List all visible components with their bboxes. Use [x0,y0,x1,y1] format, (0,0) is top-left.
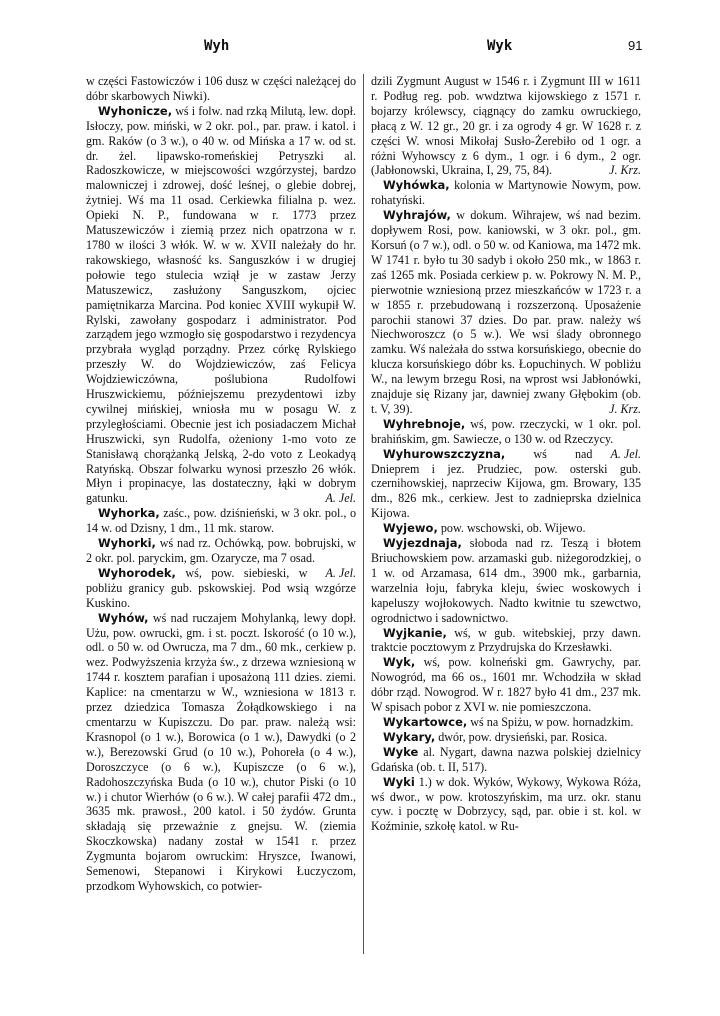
entry-text: dzili Zygmunt August w 1546 r. i Zygmunt III w 1611 r. Podług reg. pob. wwdztwa kijowskiego z 1571 r. bojarzy królewscy, ciągnący do zamku owruckiego, płacą z W. 12 gr., 20 gr. i za ogrody 4 gr. W 1628 r. z części W. wnosi Mikołaj Susło-Żerebiło od 1 ogr. a różni Wyhowscy z 6 dym., 1 ogr. i 6 dym., 2 ogr. (Jabłonowski, Ukraina, I, 29, 75, 84). [371,74,641,178]
entry-paragraph [371,208,641,417]
entry-paragraph [86,611,356,894]
entry-paragraph [86,104,356,506]
entry-author-signature: J. Krz. [609,163,641,178]
entry-author-signature: A. Jel. [610,446,641,461]
entry-paragraph [371,178,641,208]
entry-author-signature: J. Krz. [609,401,641,416]
entry-paragraph [86,506,356,536]
entry-headword: Wyjezdnaja, [383,536,462,551]
entry-text: wś nad rz. Ochówką, pow. bobrujski, w 2 okr. pol. paryckim, gm. Ozarycze, ma 7 osad. [86,536,356,565]
entry-text: al. Nygart, dawna nazwa polskiej dzielnicy Gdańska (ob. t. II, 517). [371,744,641,774]
entry-headword: Wyki [383,774,415,789]
entry-headword: Wykartowce, [383,714,468,729]
entry-text: dwór, pow. drysieński, par. Rosica. [435,729,608,744]
entry-text: słoboda nad rz. Teszą i błotem Briuchowskiem pow. arzamaski gub. niżegorodzkiej, o 1 w. od Arzamasa, 614 dm., 3900 mk., garbarnia, warzelnia łoju, fabryka kleju, świec woskowych i kapeluszy wojłokowych. Nadto kwitnie tu szewctwo, ogrodnictwo i sadownictwo. [371,536,641,625]
entry-text: wś, w gub. witebskiej, przy dawn. traktcie pocztowym z Przydrujska do Krzesławki. [371,625,641,655]
right-column [371,74,641,954]
entry-paragraph [371,626,641,656]
entry-paragraph [86,74,356,104]
entry-text: wś nad Dnieprem i jez. Prudziec, pow. osterski gub. czernihowskiej, naprzeciw Kijowa, gm. Browary, 135 dm., 826 mk., cerkiew. Jest to zadnieprska dzielnica Kijowa. [371,446,641,521]
entry-text: wś na Spiżu, w pow. hornadzkim. [467,714,634,729]
entry-text: w dokum. Wihrajew, wś nad bezim. dopływem Rosi, pow. kaniowski, w 3 okr. pol., gm. Korsuń (o 7 w.), odl. o 50 w. od Kaniowa, ma 1472 mk. W 1741 r. było tu 30 sadyb i około 250 mk., w 1863 r. zaś 1265 mk. Posiada cerkiew p. w. Pokrowy N. M. P., pierwotnie wzniesioną przez mieszkańców w 1723 r. a w 1855 r. przebudowaną i rozszerzoną. Uposażenie parochii stanowi 37 dzies. Do par. praw. należy wś Niechworoszcz (o 5 w.). We wsi ślady obronnego zamku. Wś należała do sstwa korsuńskiego, obecnie do klucza korsuńskiego dóbr ks. Łopuchinych. W pobliżu W., na lewym brzegu Rosi, na wprost wsi Jabłonówki, znajduje się Rizany jar, dawniej zwany Głębokim (ob. t. V, 39). [371,208,641,416]
header-right-catchword: Wyk [487,38,513,54]
entry-text: 1.) w dok. Wyków, Wykowy, Wykowa Róża, wś dwor., w pow. krotoszyńskim, ma urz. okr. stanu cyw. i pocztę w Dobrzycy, sąd, par. obie i st. kol. w Koźminie, szkołę katol. w Ru- [371,774,641,834]
entry-headword: Wyk, [383,655,416,670]
entry-headword: Wyjkanie, [383,625,447,640]
entry-headword: Wyhorodek, [98,565,176,580]
entry-paragraph [371,745,641,775]
header-left-catchword: Wyh [204,38,230,54]
entry-text: wś nad ruczajem Mohylanką, lewy dopł. Użu, pow. owrucki, gm. i st. poczt. Iskorość (o 10 w.), odl. o 50 w. od Owrucza, ma 7 dm., 60 mk., cerkiew p. wez. Podwyższenia krzyża św., z drzewa wzniesioną w 1744 r. kosztem parafian i uposażoną 111 dzies. ziemi. Kaplice: na cmentarzu w W., wzniesiona w 1813 r. przez dziedzica Tomasza Żołądkowskiego i na cmentarzu w Kupiszczu. Do par. praw. należą wsi: Krasnopol (o 1 w.), Borowica (o 1 w.), Dawydki (o 2 w.), Berezowski Grud (o 10 w.), Pohoreła (o 4 w.), Doroszczyce (o 6 w.), Kupiszcze (o 6 w.), Radohoszczyńska Buda (o 10 w.), chutor Piski (o 10 w.) i chutor Wierhów (o 6 w.). W całej parafii 472 dm., 3635 mk. prawosł., 200 katol. i 50 żydów. Grunta składają się przeważnie z gnejsu. W. (ziemia Skoczkowska) nadany został w 1541 r. przez Zygmunta bojarom owruckim: Hryszce, Iwanowi, Semenowi, Stepanowi i Kirykowi Łuczyczom, przodkom Wyhowskich, co potwier- [86,610,356,893]
entry-text: zaśc., pow. dziśnieński, w 3 okr. pol., o 14 w. od Dzisny, 1 dm., 11 mk. starow. [86,506,356,536]
entry-text: wś, pow. kolneński gm. Gawrychy, par. Nowogród, ma 66 os., 1601 mr. Wchodziła w skład dóbr rząd. Nowogrod. W r. 1827 było 41 dm., 237 mk. W spisach pobor z XVI w. nie pomieszczona. [371,655,641,715]
running-header [0,38,720,62]
entry-headword: Wyhorka, [98,506,160,521]
left-column [86,74,356,954]
entry-paragraph [371,775,641,835]
entry-paragraph [371,536,641,625]
entry-headword: Wyhrajów, [383,208,451,223]
entry-headword: Wyhówka, [383,178,450,193]
entry-headword: Wyke [383,744,419,759]
entry-paragraph [371,655,641,715]
entry-paragraph [371,74,641,178]
entry-text: w części Fastowiczów i 106 dusz w części należącej do dóbr skarbowych Niwki). [86,74,356,103]
entry-headword: Wykary, [383,729,436,744]
entry-text: pow. wschowski, ob. Wijewo. [437,521,586,536]
entry-paragraph [371,730,641,745]
entry-headword: Wyhurowszczyzna, [383,446,506,461]
entry-paragraph [371,715,641,730]
entry-headword: Wyhonicze, [98,103,173,118]
entry-author-signature: A. Jel. [325,565,356,580]
entry-headword: Wyhów, [98,610,149,625]
page-number: 91 [628,38,643,53]
entry-headword: Wyhrebnoje, [383,416,466,431]
entry-text: wś i folw. nad rzką Milutą, lew. dopł. Isłoczy, pow. miński, w 2 okr. pol., par. praw. i katol. i gm. Raków (o 3 w.), o 40 w. od Mińska a 17 w. od st. dr. żel. lipawsko-romeńskiej Petryszki al. Radoszkowicze, w miejscowości wzgórzystej, bardzo malowniczej i zdrowej, dość leśnej, o glebie dobrej, żytniej. Wś ma 11 osad. Cerkiewka filialna p. wez. Opieki N. P., fundowana w r. 1773 przez Matuszewiczów i ziemią przez nich opatrzona w r. 1780 w ilości 3 włók. W. w w. XVII należały do hr. rakowskiego, własność ks. Sanguszków i w drugiej połowie tego stulecia wziął je w zastaw Jerzy Matuszewicz, zasłużony Sanguszkom, ojciec pamiętnikarza Marcina. Pod koniec XVIII wykupił W. Rylski, zawołany gospodarz i administrator. Pod zarządem jego wzmogło się gospodarstwo i rezydencya przybrała wygląd porządny. Przez córkę Rylskiego przeszły W. do Wojdziewiczów, zaś Felicya Wojdziewiczówna, poślubiona Rudolfowi Hruszwickiemu, późniejszemu prezydentowi izby cywilnej mińskiej, wniosła mu w posagu W. z przyległościami. Obecnie jest ich posiadaczem Michał Hruszwicki, syn Rudolfa, ożeniony 1-mo voto ze Stanisławą chorążanką Jelską, 2-do voto z Leokadyą Ratyńską. Obszar folwarku wynosi przeszło 26 włók. Młyn i propinacye, las dostateczny, łąki w dobrym gatunku. [86,103,356,506]
entry-text: wś, pow. siebieski, w pobliżu granicy gub. pskowskiej. Pod wsią wzgórze Kuskino. [86,565,356,610]
entry-paragraph [371,521,641,536]
entry-text: kolonia w Martynowie Nowym, pow. rohatyński. [371,178,641,208]
entry-headword: Wyhorki, [98,536,156,551]
column-divider [363,74,364,954]
entry-author-signature: A. Jel. [325,491,356,506]
entry-headword: Wyjewo, [383,521,438,536]
entry-text: wś, pow. rzeczycki, w 1 okr. pol. brahińskim, gm. Sawiecze, o 130 w. od Rzeczycy. [371,416,641,446]
